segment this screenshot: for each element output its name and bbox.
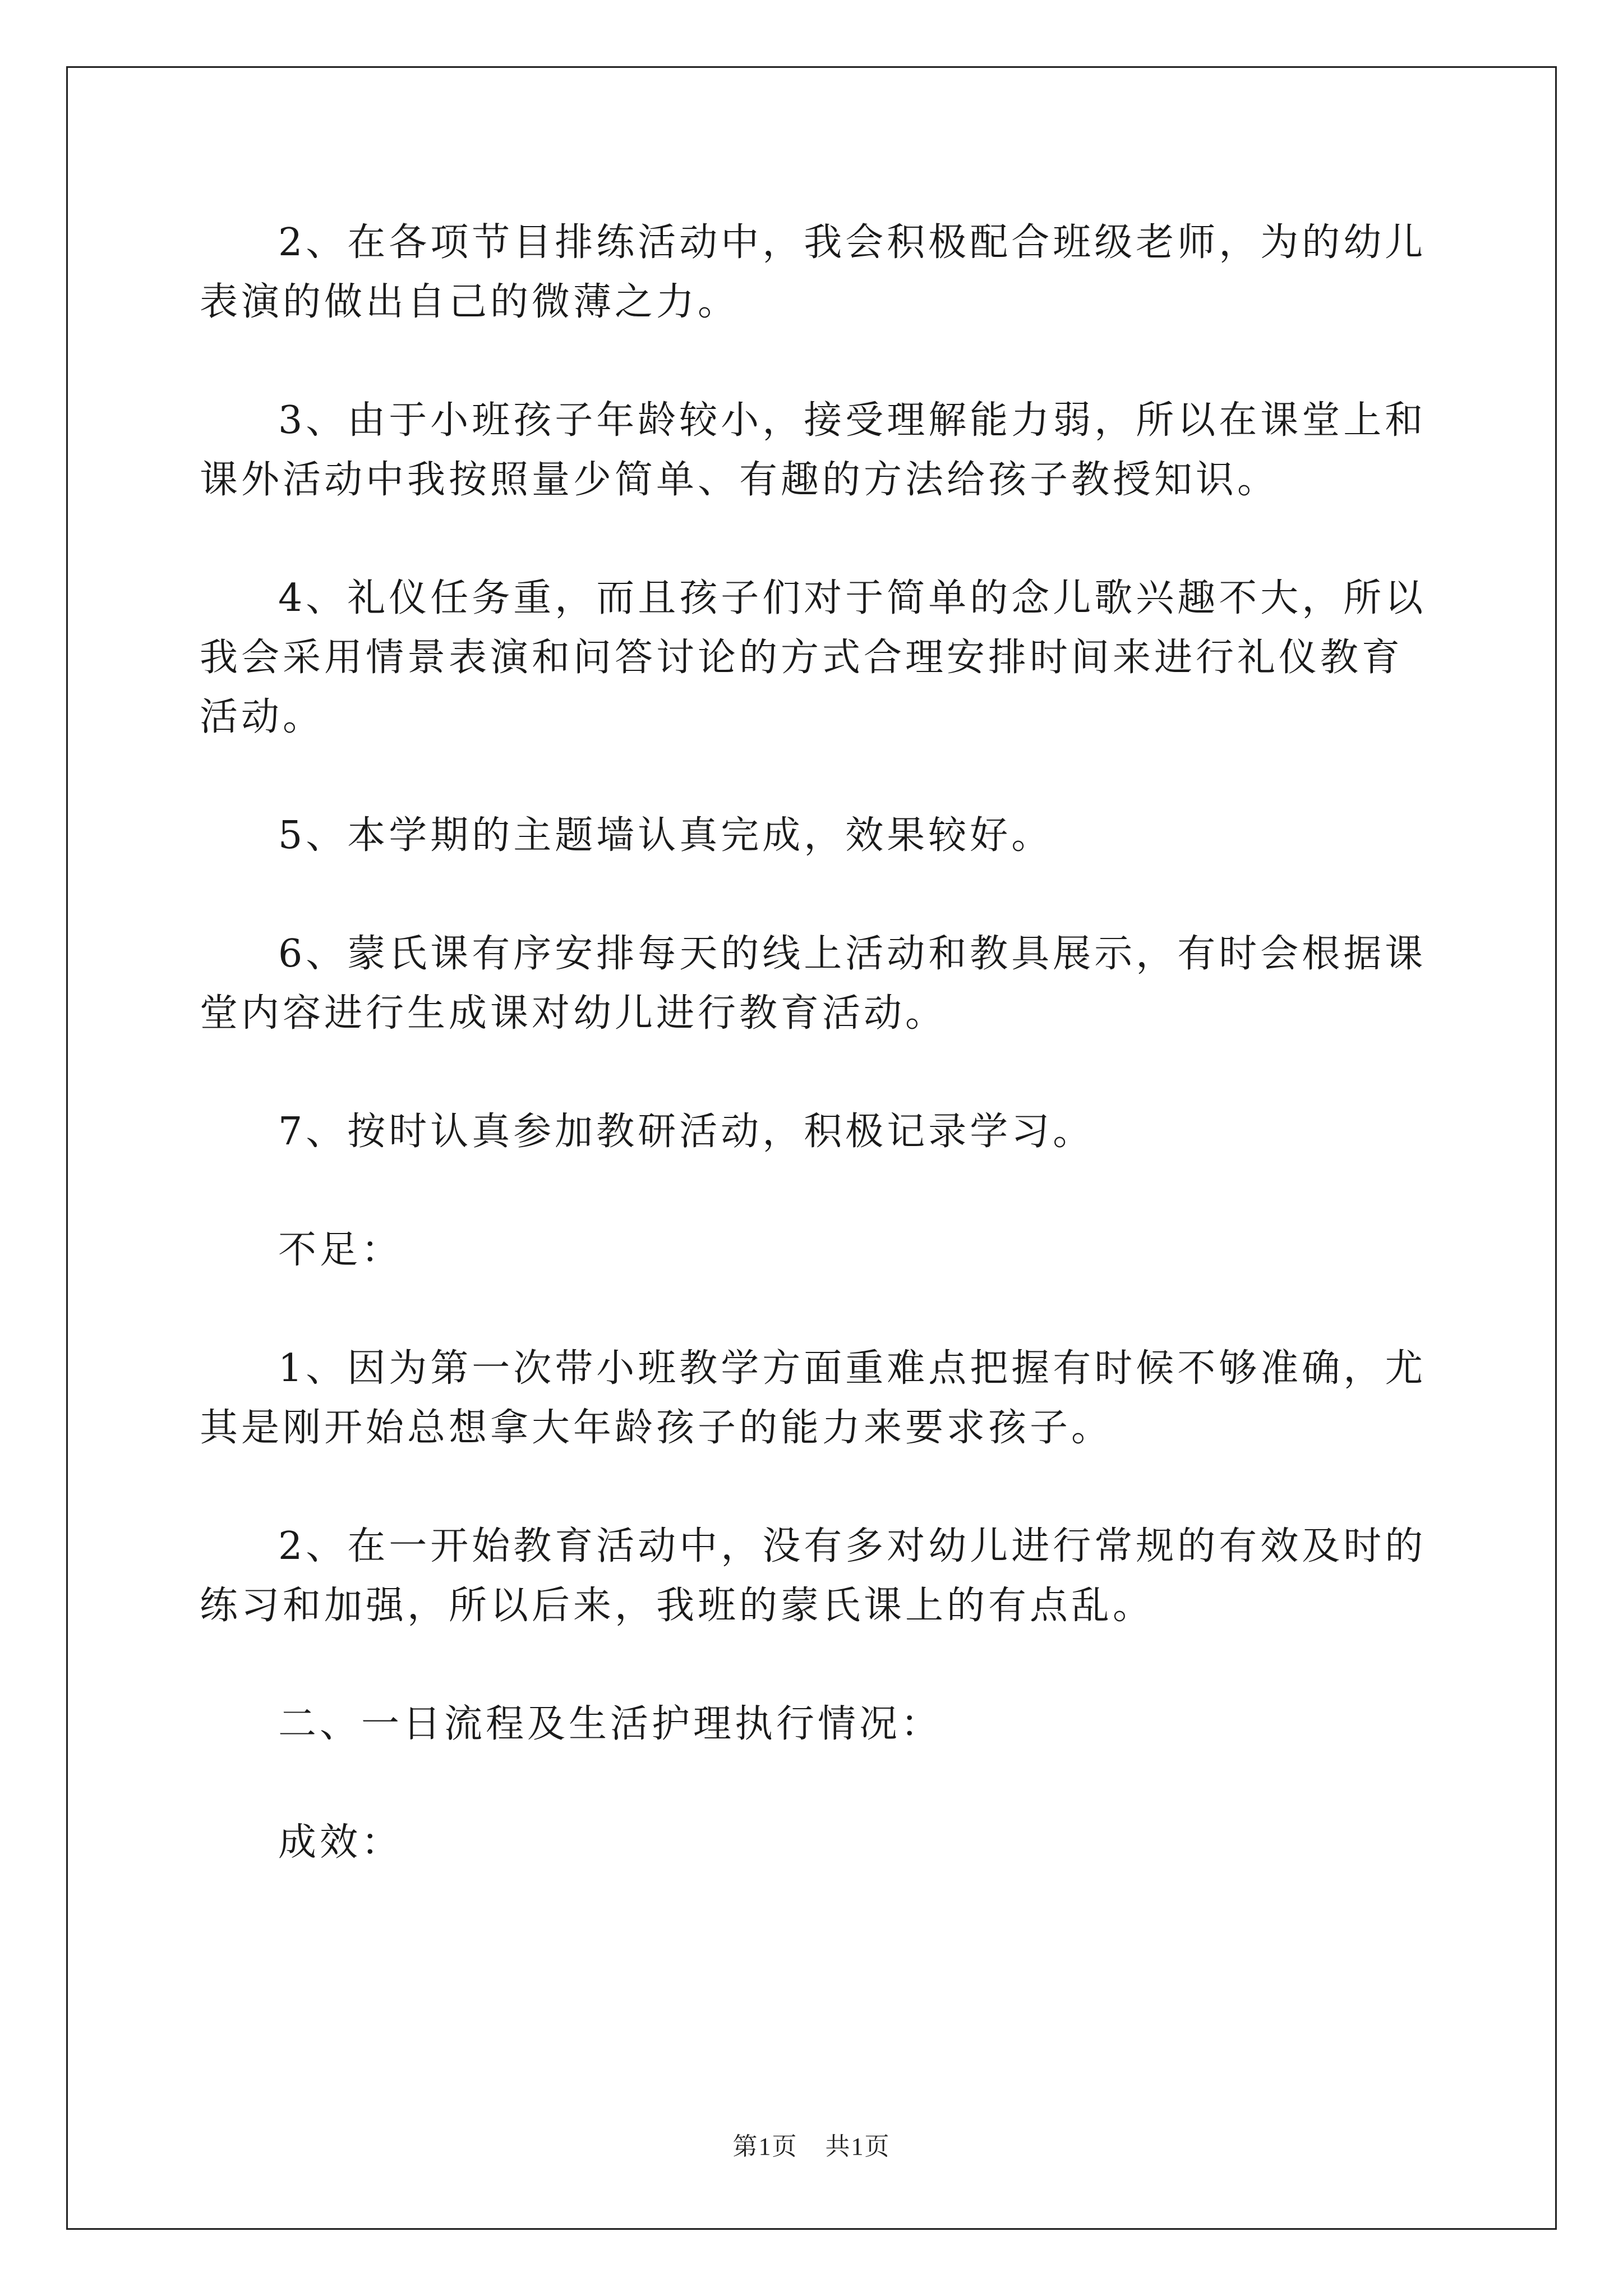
page-footer bbox=[0, 2126, 1623, 2162]
paragraph: 3、由于小班孩子年龄较小，接受理解能力弱，所以在课堂上和课外活动中我按照量少简单、有趣的方法给孩子教授知识。 bbox=[200, 398, 1427, 502]
paragraph: 2、在一开始教育活动中，没有多对幼儿进行常规的有效及时的练习和加强，所以后来，我班的蒙氏课上的有点乱。 bbox=[200, 1524, 1427, 1628]
document-body bbox=[200, 213, 1433, 1931]
section-label: 不足： bbox=[278, 1228, 403, 1272]
section-heading: 二、一日流程及生活护理执行情况： bbox=[278, 1702, 943, 1746]
paragraph: 5、本学期的主题墙认真完成，效果较好。 bbox=[278, 813, 1053, 858]
paragraph: 1、因为第一次带小班教学方面重难点把握有时候不够准确，尤其是刚开始总想拿大年龄孩子的能力来要求孩子。 bbox=[200, 1346, 1427, 1450]
paragraph: 6、蒙氏课有序安排每天的线上活动和教具展示，有时会根据课堂内容进行生成课对幼儿进行教育活动。 bbox=[200, 932, 1427, 1036]
page-number-current: 第1页 bbox=[732, 2133, 798, 2160]
paragraph: 4、礼仪任务重，而且孩子们对于简单的念儿歌兴趣不大，所以我会采用情景表演和问答讨论的方式合理安排时间来进行礼仪教育活动。 bbox=[200, 576, 1427, 739]
paragraph: 7、按时认真参加教研活动，积极记录学习。 bbox=[278, 1110, 1095, 1154]
paragraph: 2、在各项节目排练活动中，我会积极配合班级老师，为的幼儿表演的做出自己的微薄之力。 bbox=[200, 220, 1427, 324]
section-label: 成效： bbox=[278, 1820, 403, 1865]
page-number-total: 共1页 bbox=[825, 2133, 891, 2160]
